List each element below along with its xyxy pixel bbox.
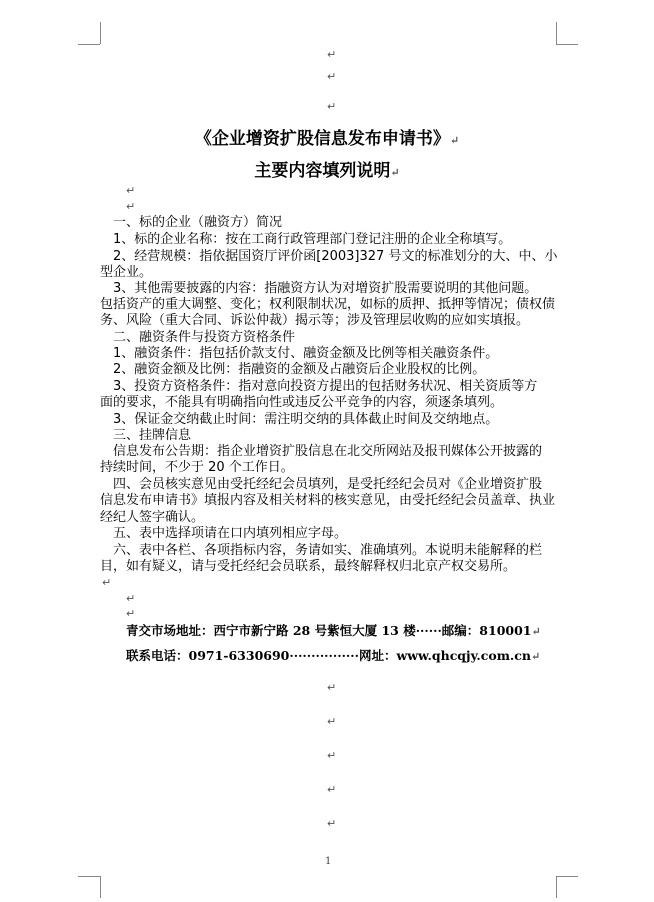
crop-mark-top-left-h — [78, 44, 100, 45]
contact-phone-line: 联系电话：0971-6330690················网址：www.qhcqjy.com.cn↵ — [126, 648, 541, 663]
paragraph-mark: ↵ — [126, 184, 136, 197]
body-line: 持续时间，不少于 20 个工作日。 — [100, 460, 294, 475]
page-number: 1 — [325, 856, 332, 867]
body-line: 信息发布公告期：指企业增资扩股信息在北交所网站及报刊媒体公开披露的 — [100, 444, 543, 459]
crop-mark-bottom-right-v — [556, 876, 557, 898]
body-line: 型企业。 — [100, 265, 153, 280]
crop-mark-top-right-h — [556, 44, 578, 45]
body-line: 2、融资金额及比例：指融资的金额及占融资后企业股权的比例。 — [100, 362, 486, 377]
body-line: 四、会员核实意见由受托经纪会员填列，是受托经纪会员对《企业增资扩股 — [100, 477, 543, 492]
paragraph-mark: ↵ — [327, 681, 337, 694]
crop-mark-bottom-left-h — [78, 876, 100, 877]
body-line: 目，如有疑义，请与受托经纪会员联系，最终解释权归北京产权交易所。 — [100, 559, 517, 574]
document-subtitle: 主要内容填列说明↵ — [254, 161, 400, 181]
body-line: 面的要求，不能具有明确指向性或违反公平竞争的内容，须逐条填列。 — [100, 395, 504, 410]
body-line: 1、融资条件：指包括价款支付、融资金额及比例等相关融资条件。 — [100, 346, 499, 361]
body-line: 3、保证金交纳截止时间：需注明交纳的具体截止时间及交纳地点。 — [100, 412, 499, 427]
paragraph-mark: ↵ — [327, 715, 337, 728]
body-line: 2、经营规模：指依据国资厅评价函[2003]327 号文的标准划分的大、中、小 — [100, 249, 558, 264]
body-line: 经纪人签字确认。 — [100, 510, 205, 525]
paragraph-mark: ↵ — [327, 70, 337, 83]
body-line: 五、表中选择项请在口内填列相应字母。 — [100, 526, 348, 541]
document-title: 《企业增资扩股信息发布申请书》↵ — [194, 129, 460, 149]
paragraph-mark: ↵ — [327, 749, 337, 762]
paragraph-mark: ↵ — [126, 200, 136, 213]
paragraph-mark: ↵ — [327, 783, 337, 796]
crop-mark-top-left-v — [100, 22, 101, 44]
crop-mark-top-right-v — [556, 22, 557, 44]
body-line: 一、标的企业（融资方）简况 — [100, 215, 283, 230]
crop-mark-bottom-right-h — [556, 876, 578, 877]
paragraph-mark: ↵ — [327, 817, 337, 830]
crop-mark-bottom-left-v — [100, 876, 101, 898]
paragraph-mark: ↵ — [327, 48, 337, 61]
body-line: 信息发布申请书》填报内容及相关材料的核实意见，由受托经纪会员盖章、执业 — [100, 493, 556, 508]
body-line: 三、挂牌信息 — [100, 428, 192, 443]
body-line: 包括资产的重大调整、变化；权利限制状况，如标的质押、抵押等情况；债权债 — [100, 297, 556, 312]
body-line: 务、风险（重大合同、诉讼仲裁）揭示等；涉及管理层收购的应如实填报。 — [100, 313, 530, 328]
body-line: 3、其他需要披露的内容：指融资方认为对增资扩股需要说明的其他问题。 — [100, 281, 538, 296]
body-line: 3、投资方资格条件：指对意向投资方提出的包括财务状况、相关资质等方 — [100, 379, 538, 394]
contact-address-line: 青交市场地址：西宁市新宁路 28 号紫恒大厦 13 楼······邮编：810001↵ — [126, 623, 541, 638]
paragraph-mark: ↵ — [126, 592, 136, 605]
body-line: 二、融资条件与投资方资格条件 — [100, 330, 296, 345]
paragraph-mark: ↵ — [126, 607, 136, 620]
body-line: 1、标的企业名称：按在工商行政管理部门登记注册的企业全称填写。 — [100, 232, 512, 247]
body-line: 六、表中各栏、各项指标内容，务请如实、准确填列。本说明未能解释的栏 — [100, 543, 543, 558]
paragraph-mark: ↵ — [102, 576, 112, 589]
paragraph-mark: ↵ — [327, 100, 337, 113]
